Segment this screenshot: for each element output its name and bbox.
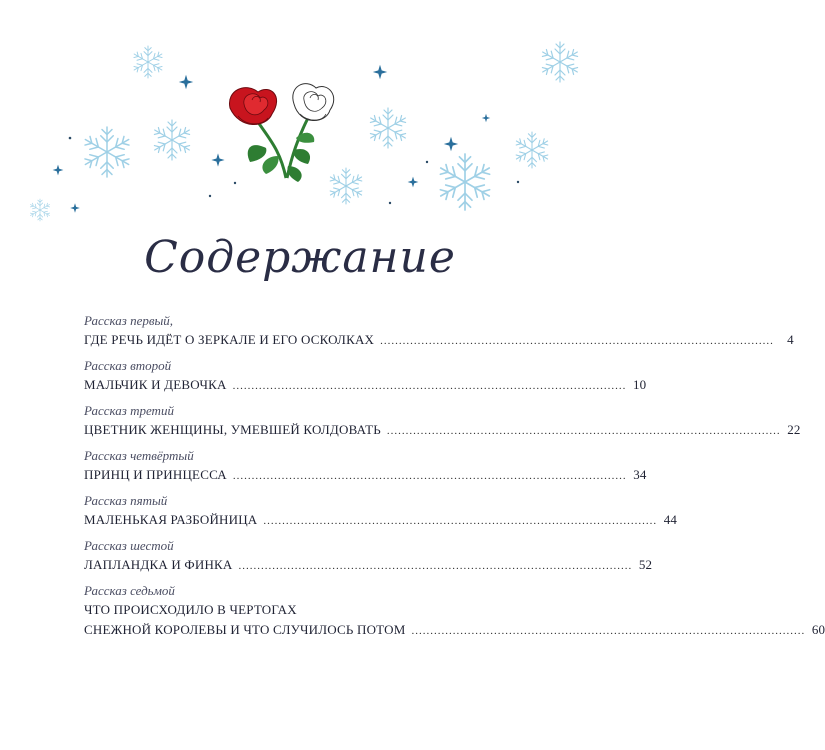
story-title: ГДЕ РЕЧЬ ИДЁТ О ЗЕРКАЛЕ И ЕГО ОСКОЛКАХ — [84, 332, 375, 347]
sparkle-star-icon — [408, 177, 419, 188]
toc-entry — [84, 447, 647, 486]
story-title: МАЛЬЧИК И ДЕВОЧКА — [84, 377, 227, 392]
page-number: 60 — [811, 622, 825, 637]
dot-leader: ......................................................................................................... — [380, 335, 774, 347]
story-number-label: Рассказ второй — [84, 358, 172, 373]
toc-line — [84, 555, 653, 576]
toc-entry — [84, 582, 825, 641]
table-of-contents — [84, 312, 825, 647]
page-number: 4 — [787, 332, 794, 347]
snowflake-icon — [132, 46, 164, 78]
story-title: МАЛЕНЬКАЯ РАЗБОЙНИЦА — [84, 512, 258, 527]
story-number-label: Рассказ седьмой — [84, 583, 175, 598]
toc-line — [84, 465, 647, 486]
dot-leader: ......................................................................................................... — [411, 625, 806, 637]
snowflake-icon — [514, 132, 550, 168]
story-title: ЛАПЛАНДКА И ФИНКА — [84, 557, 233, 572]
dot-leader: ......................................................................................................... — [386, 425, 781, 437]
story-title-continued: СНЕЖНОЙ КОРОЛЕВЫ И ЧТО СЛУЧИЛОСЬ ПОТОМ — [84, 622, 406, 637]
header-decoration — [0, 0, 600, 240]
story-title: ПРИНЦ И ПРИНЦЕССА — [84, 467, 227, 482]
toc-entry — [84, 357, 647, 396]
page-title: Содержание — [144, 232, 456, 283]
story-number-label: Рассказ шестой — [84, 538, 174, 553]
page-number: 52 — [638, 557, 653, 572]
story-number-label: Рассказ третий — [84, 403, 174, 418]
red-rose-icon — [229, 88, 276, 125]
snowflake-icon — [328, 168, 364, 204]
sparkle-star-icon — [53, 165, 64, 176]
white-rose-icon — [293, 84, 334, 121]
snowflake-icon — [437, 154, 492, 210]
snowflake-icon — [540, 42, 580, 82]
sparkle-star-icon — [211, 153, 224, 166]
dot-leader: ......................................................................................................... — [232, 470, 627, 482]
sparkle-star-icon — [373, 65, 387, 79]
toc-entry — [84, 492, 678, 531]
page-number: 22 — [787, 422, 801, 437]
dot-leader: ......................................................................................................... — [232, 380, 627, 392]
story-number-label: Рассказ пятый — [84, 493, 168, 508]
dot-leader: ......................................................................................................... — [263, 515, 658, 527]
page-number: 34 — [633, 467, 647, 482]
toc-entry — [84, 537, 653, 576]
page-number: 44 — [663, 512, 678, 527]
snowflake-icon — [82, 127, 132, 177]
story-number-label: Рассказ первый, — [84, 313, 174, 328]
toc-line — [84, 510, 678, 531]
toc-entry — [84, 402, 801, 441]
snowflake-icon — [368, 108, 408, 148]
dot-leader: ......................................................................................................... — [238, 560, 633, 572]
sparkle-star-icon — [482, 114, 490, 122]
toc-line — [84, 420, 801, 441]
sparkle-star-icon — [179, 75, 193, 89]
snowflake-icon — [152, 120, 192, 160]
toc-line — [84, 620, 825, 641]
rose-illustration — [229, 84, 333, 182]
sparkle-star-icon — [444, 137, 458, 151]
toc-entry — [84, 312, 794, 351]
sparkle-star-icon — [70, 203, 80, 213]
snowflake-icon — [29, 199, 51, 221]
page-number: 10 — [632, 377, 647, 392]
toc-line — [84, 330, 794, 351]
toc-line — [84, 375, 647, 396]
story-title: ЧТО ПРОИСХОДИЛО В ЧЕРТОГАХ — [84, 602, 297, 617]
story-title: ЦВЕТНИК ЖЕНЩИНЫ, УМЕВШЕЙ КОЛДОВАТЬ — [84, 422, 381, 437]
story-number-label: Рассказ четвёртый — [84, 448, 194, 463]
